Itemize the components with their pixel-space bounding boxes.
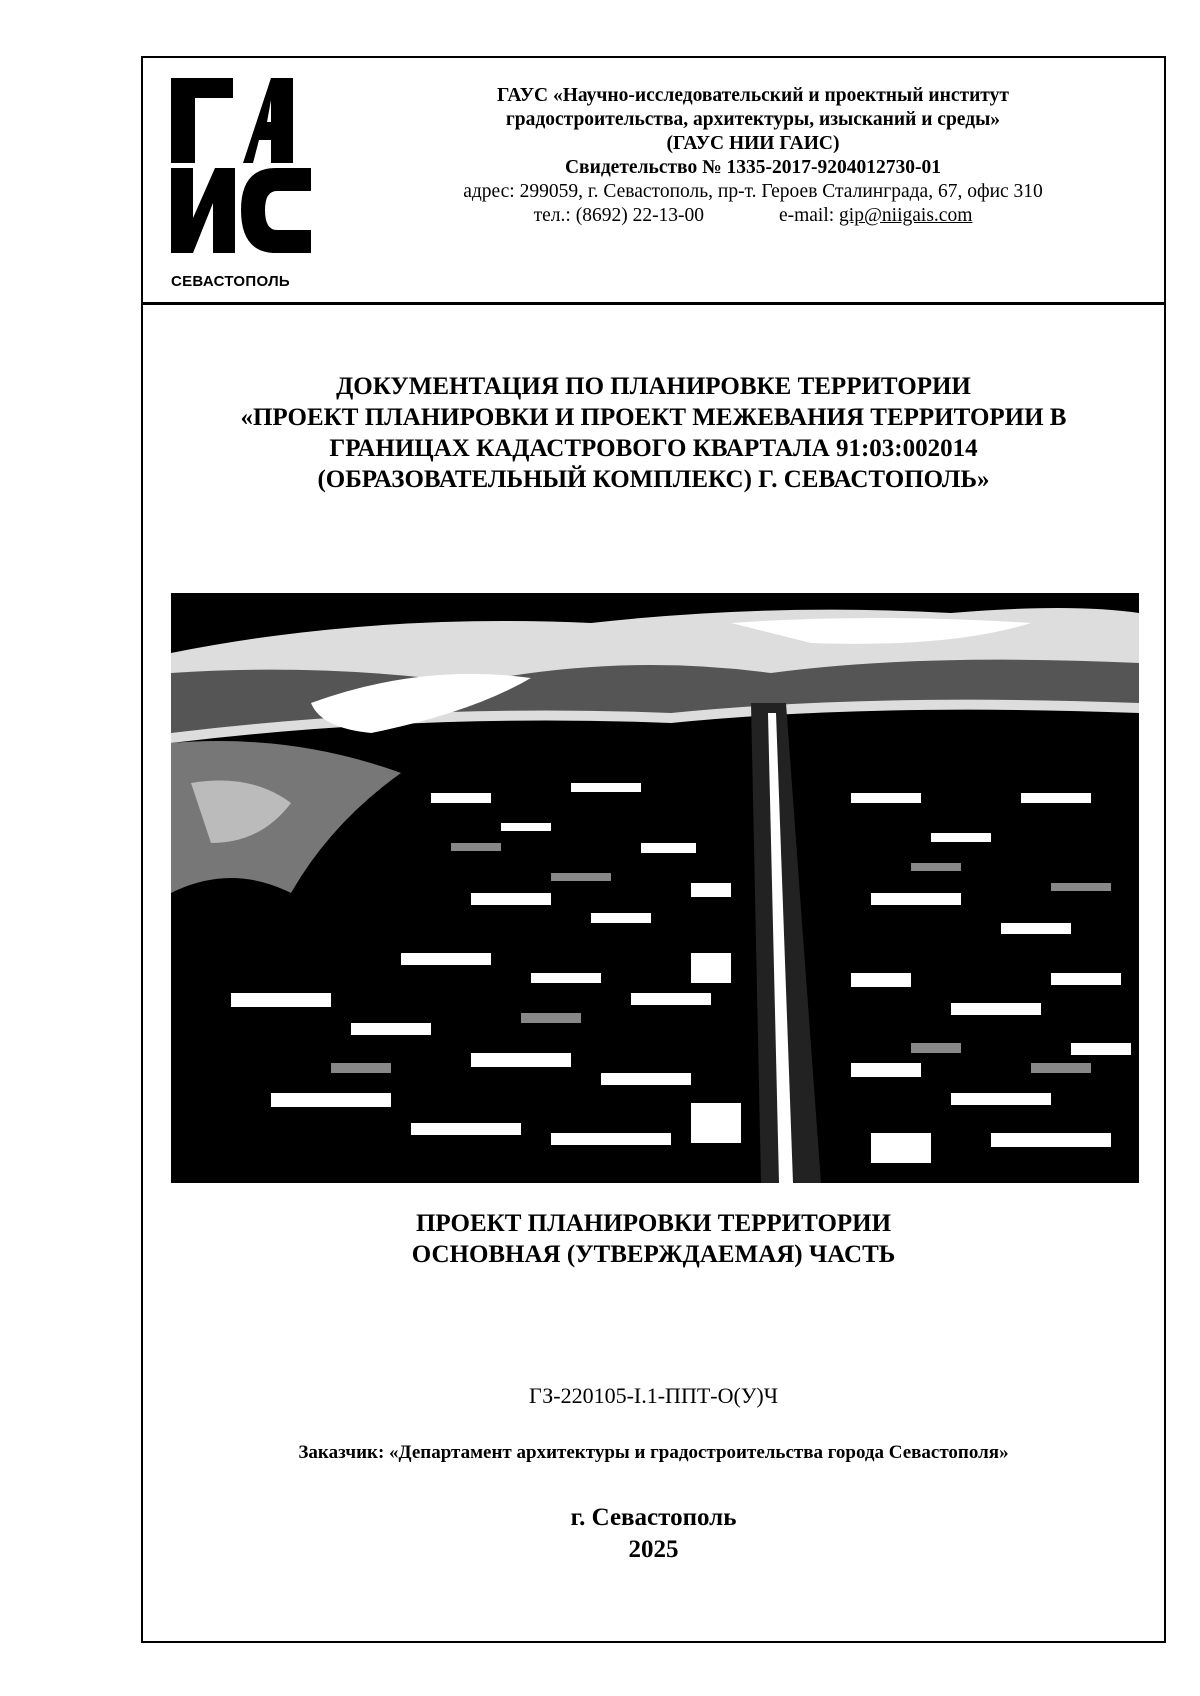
org-info — [358, 84, 1148, 228]
org-name-line2: градостроительства, архитектуры, изысканий и среды» — [505, 109, 1001, 130]
logo-caption: СЕВАСТОПОЛЬ — [171, 273, 290, 290]
city-aerial-image-icon — [171, 593, 1139, 1183]
customer: Заказчик: «Департамент архитектуры и градостроительства города Севастополя» — [298, 1442, 1009, 1463]
email-link[interactable]: gip@niigais.com — [839, 205, 973, 226]
title-line: ДОКУМЕНТАЦИЯ ПО ПЛАНИРОВКЕ ТЕРРИТОРИИ — [336, 373, 971, 400]
document-title — [143, 371, 1164, 495]
email-label: e-mail: — [778, 205, 835, 226]
contacts — [358, 204, 1148, 228]
org-logo — [171, 78, 311, 288]
org-name-line1: ГАУС «Научно-исследовательский и проектный институт — [497, 85, 1009, 106]
org-short-name: (ГАУС НИИ ГАИС) — [666, 133, 840, 154]
title-line: «ПРОЕКТ ПЛАНИРОВКИ И ПРОЕКТ МЕЖЕВАНИЯ ТЕРРИТОРИИ В — [240, 404, 1067, 431]
place-and-year — [143, 1502, 1164, 1566]
city: г. Севастополь — [570, 1504, 737, 1531]
title-line: ГРАНИЦАХ КАДАСТРОВОГО КВАРТАЛА 91:03:002014 — [329, 435, 978, 462]
document-subtitle — [143, 1208, 1164, 1270]
subtitle-line: ОСНОВНАЯ (УТВЕРЖДАЕМАЯ) ЧАСТЬ — [411, 1241, 896, 1268]
gais-logo-icon — [171, 78, 311, 253]
document-code: ГЗ-220105-I.1-ППТ-О(У)Ч — [528, 1383, 779, 1408]
phone: тел.: (8692) 22-13-00 — [533, 205, 705, 226]
address: адрес: 299059, г. Севастополь, пр-т. Героев Сталинграда, 67, офис 310 — [463, 181, 1043, 202]
header-block — [143, 58, 1164, 305]
subtitle-line: ПРОЕКТ ПЛАНИРОВКИ ТЕРРИТОРИИ — [415, 1210, 892, 1237]
page-frame — [141, 56, 1166, 1643]
aerial-city-photo — [171, 593, 1139, 1183]
title-line: (ОБРАЗОВАТЕЛЬНЫЙ КОМПЛЕКС) Г. СЕВАСТОПОЛЬ» — [317, 466, 990, 493]
year: 2025 — [628, 1536, 679, 1563]
certificate: Свидетельство № 1335-2017-9204012730-01 — [564, 157, 942, 178]
